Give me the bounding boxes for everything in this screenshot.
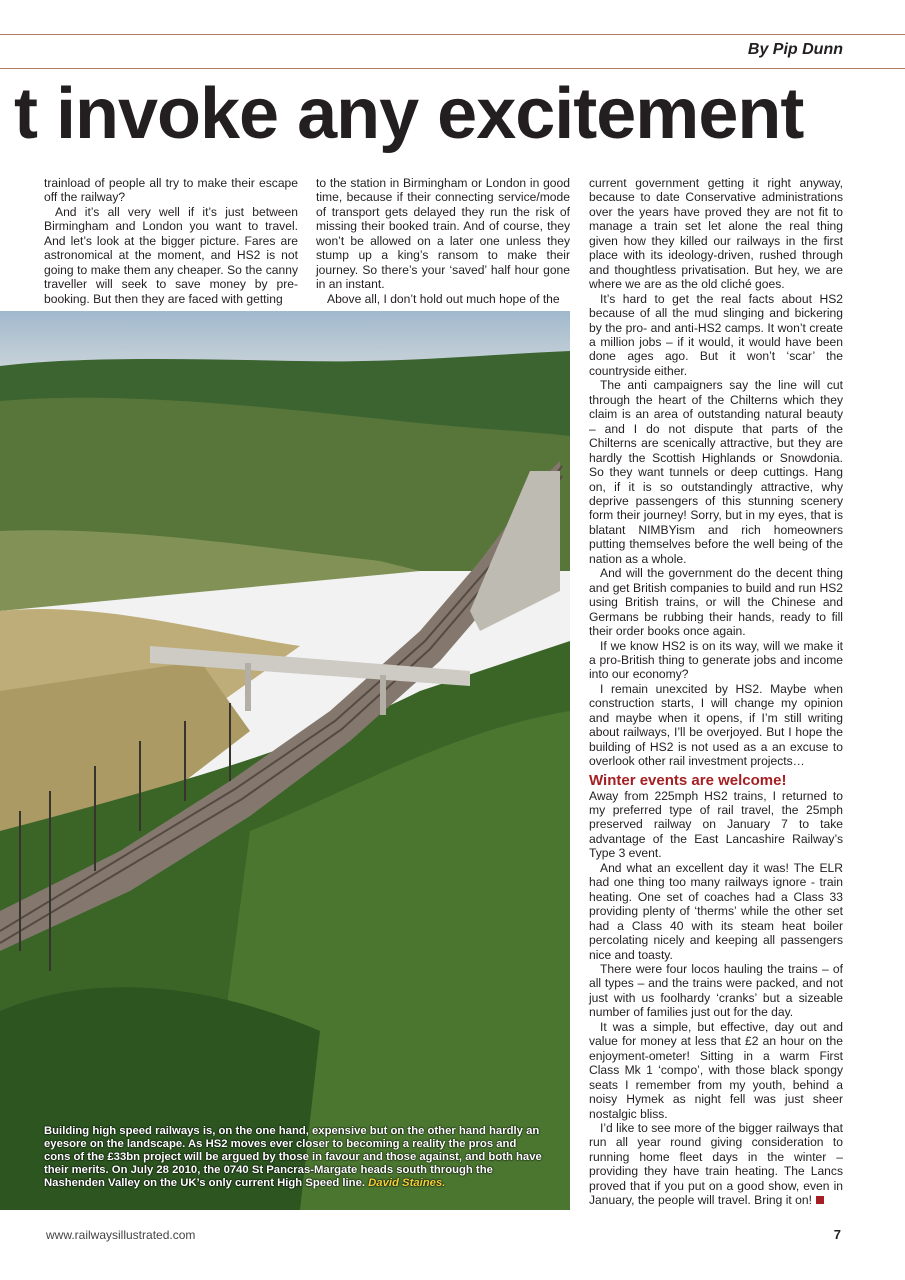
byline: By Pip Dunn [747,41,843,58]
paragraph [589,1121,843,1208]
byline-rule [0,68,905,69]
paragraph: trainload of people all try to make their escape off the railway? [44,176,298,205]
subheading: Winter events are welcome! [589,771,787,789]
paragraph: It’s hard to get the real facts about HS2 because of all the mud slinging and bickering by the pro- and anti-HS2 camps. It won’t create a million jobs – if it would, it would have been done ages ago. But it won’t ‘scar’ the countryside either. [589,291,843,378]
paragraph-text: I’d like to see more of the bigger railways that run all year round giving consideration to running home fleet days in the winter – providing they have train heating. The Lancs proved that if you put on a good show, even in January, the people will travel. Bring it on! [589,1121,843,1208]
paragraph: And it’s all very well if it’s just between Birmingham and London you want to travel. And let’s look at the bigger picture. Fares are astronomical at the moment, and HS2 is not going to make them any cheaper. So the canny traveller will seek to save money by pre-booking. But then they are faced with getting [44,204,298,306]
paragraph: current government getting it right anyway, because to date Conservative administrations over the years have proved they are not fit to manage a train set let alone the real thing given how they killed our railways in the first place with its ideology-driven, rushed through and thoughtless privatisation. But hey, we are where we are as the old cliché goes. [589,176,843,292]
paragraph: The anti campaigners say the line will cut through the heart of the Chilterns which they claim is an area of outstanding natural beauty – and I do not dispute that parts of the Chilterns are scenically attractive, but they are hardly the Scottish Highlands or Snowdonia. So they want tunnels or deep cuttings. Hang on, if it is so outstandingly attractive, why deprive passengers of this stunning scenery form their journey! Sorry, but in my eyes, that is blatant NIMBYism and rich homeowners putting themselves before the well being of the nation as a whole. [589,378,843,566]
paragraph: There were four locos hauling the trains – of all types – and the trains were packed, and not just with us foolhardy ‘cranks’ but a sizeable number of families just out for the day. [589,962,843,1020]
column-1 [44,176,298,306]
column-2 [316,176,570,306]
footer-url: www.railwaysillustrated.com [46,1228,196,1242]
column-3 [589,176,843,1208]
paragraph: If we know HS2 is on its way, will we make it a pro-British thing to generate jobs and income into our economy? [589,638,843,682]
photo-caption [44,1125,544,1190]
paragraph: I remain unexcited by HS2. Maybe when construction starts, I will change my opinion and maybe when it opens, if I’m still writing about railways, I’ll be overjoyed. But I hope the building of HS2 is not used as a an excuse to overlook other rail investment projects… [589,681,843,769]
paragraph: to the station in Birmingham or London in good time, because if their connecting service/mode of transport gets delayed they run the risk of missing their booked train. And of course, they won’t be allowed on a later one unless they stump up a king’s ransom to make their journey. So there’s your ‘saved’ half hour gone in an instant. [316,176,570,292]
paragraph: Away from 225mph HS2 trains, I returned to my preferred type of rail travel, the 25mph preserved railway on January 7 to take advantage of the East Lancashire Railway’s Type 3 event. [589,788,843,861]
paragraph: And will the government do the decent thing and get British companies to build and run HS2 using British trains, or will the Chinese and Germans be rubbing their hands, ready to fill their order books once again. [589,566,843,639]
top-rule [0,34,905,35]
photo-credit: David Staines. [368,1177,446,1189]
paragraph: It was a simple, but effective, day out and value for money at less that £2 an hour on the enjoyment-ometer! Sitting in a warm First Class Mk 1 ‘compo’, with those black spongy seats I remember from my youth, behind a noisy Hymek as night fell was just sheer nostalgic bliss. [589,1019,843,1121]
paragraph: Above all, I don’t hold out much hope of the [327,291,560,306]
railway-photo [0,311,570,1210]
paragraph: And what an excellent day it was! The ELR had one thing too many railways ignore - train heating. One set of coaches had a Class 33 providing plenty of ‘therms’ while the other set had a Class 40 with its steam heat boiler percolating nicely and keeping all passengers nice and toasty. [589,860,843,962]
headline: t invoke any excitement [14,74,804,154]
page-number: 7 [833,1227,841,1242]
end-mark-icon [816,1196,824,1204]
railway-photo-illustration [0,311,570,1210]
caption-text: Building high speed railways is, on the one hand, expensive but on the other hand hardly an eyesore on the landscape. As HS2 moves ever closer to becoming a reality the pros and cons of the £33bn project will be argued by those in favour and those against, and both have their merits. On July 28 2010, the 0740 St Pancras-Margate heads south through the Nashenden Valley on the UK’s only current High Speed line. [44,1125,542,1189]
